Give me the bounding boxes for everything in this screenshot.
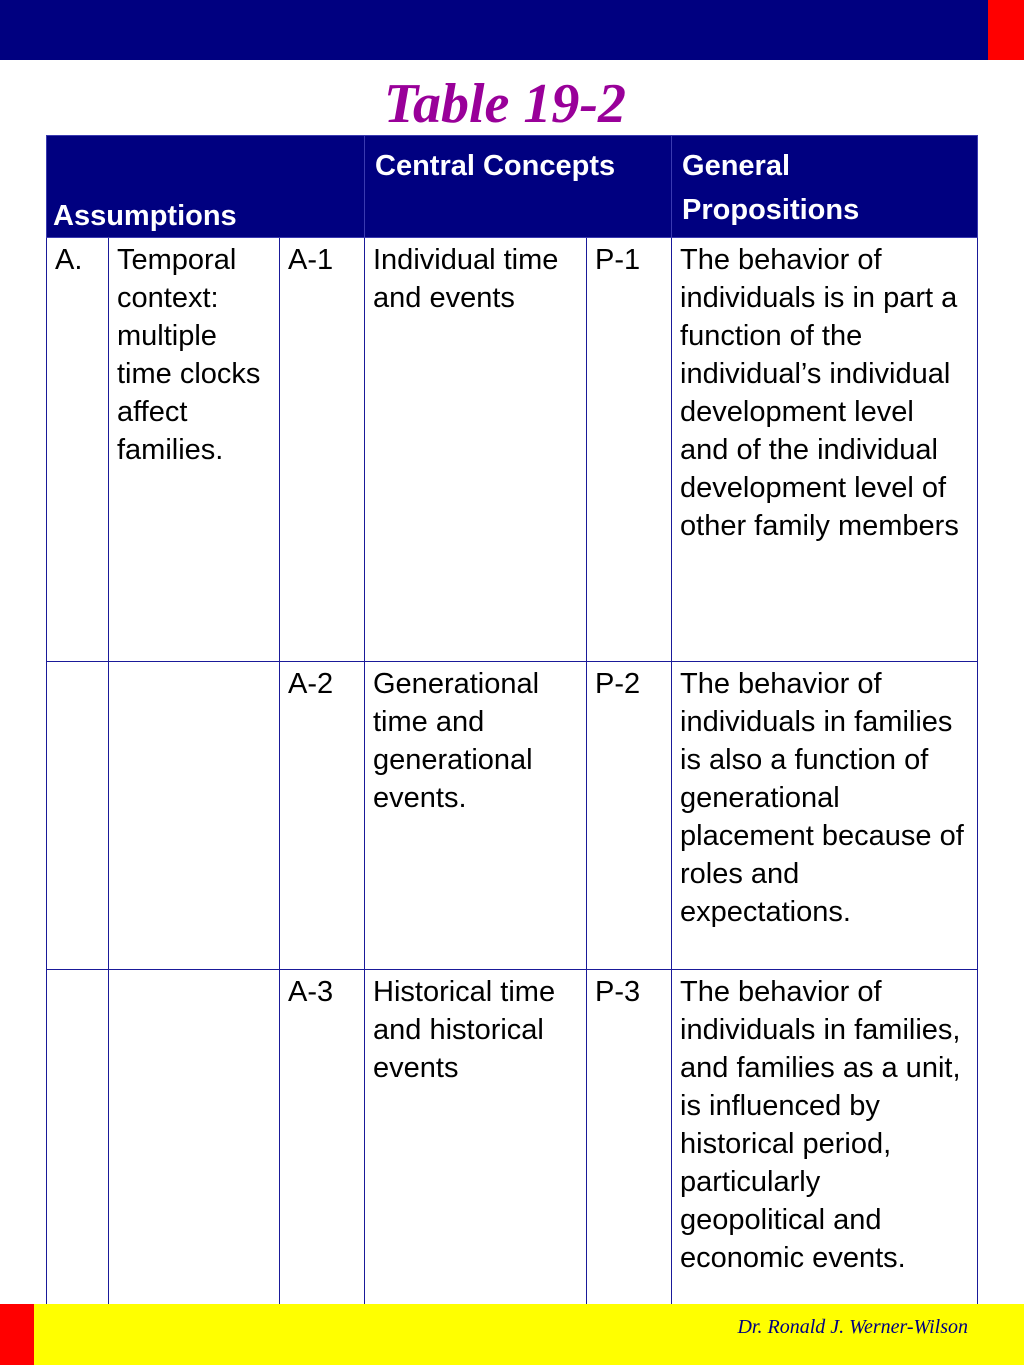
assumption-text-cell — [109, 662, 280, 970]
proposition-text-cell: The behavior of individuals in families is also a function of generational placement because of roles and expectations. — [672, 662, 978, 970]
assumptions-table — [46, 135, 978, 1316]
table-row — [47, 662, 978, 970]
table-row — [47, 970, 978, 1316]
proposition-text-cell: The behavior of individuals is in part a function of the individual’s individual development level and of the individual development level of other family members — [672, 238, 978, 662]
proposition-id-cell: P-2 — [587, 662, 672, 970]
header-central-concepts: Central Concepts — [365, 136, 672, 238]
concept-id-cell: A-3 — [280, 970, 365, 1316]
concept-text-cell: Historical time and historical events — [365, 970, 587, 1316]
concept-text-cell: Individual time and events — [365, 238, 587, 662]
top-red-accent — [988, 0, 1024, 60]
assumption-id-cell — [47, 970, 109, 1316]
author-credit: Dr. Ronald J. Werner-Wilson — [737, 1316, 968, 1338]
assumption-text-cell — [109, 970, 280, 1316]
top-banner — [0, 0, 988, 60]
proposition-id-cell: P-3 — [587, 970, 672, 1316]
assumption-id-cell: A. — [47, 238, 109, 662]
proposition-text-cell: The behavior of individuals in families, and families as a unit, is influenced by historical period, particularly geopolitical and economic events. — [672, 970, 978, 1316]
concept-text-cell: Generational time and generational events. — [365, 662, 587, 970]
proposition-id-cell: P-1 — [587, 238, 672, 662]
footer-red-accent — [0, 1304, 34, 1365]
header-general-propositions: General Propositions — [672, 136, 978, 238]
assumption-text-cell: Temporal context: multiple time clocks affect families. — [109, 238, 280, 662]
concept-id-cell: A-1 — [280, 238, 365, 662]
assumption-id-cell — [47, 662, 109, 970]
table-header-row — [47, 136, 978, 238]
header-assumptions: Assumptions — [47, 136, 365, 238]
concept-id-cell: A-2 — [280, 662, 365, 970]
slide-title: Table 19-2 — [383, 73, 627, 135]
table-row — [47, 238, 978, 662]
